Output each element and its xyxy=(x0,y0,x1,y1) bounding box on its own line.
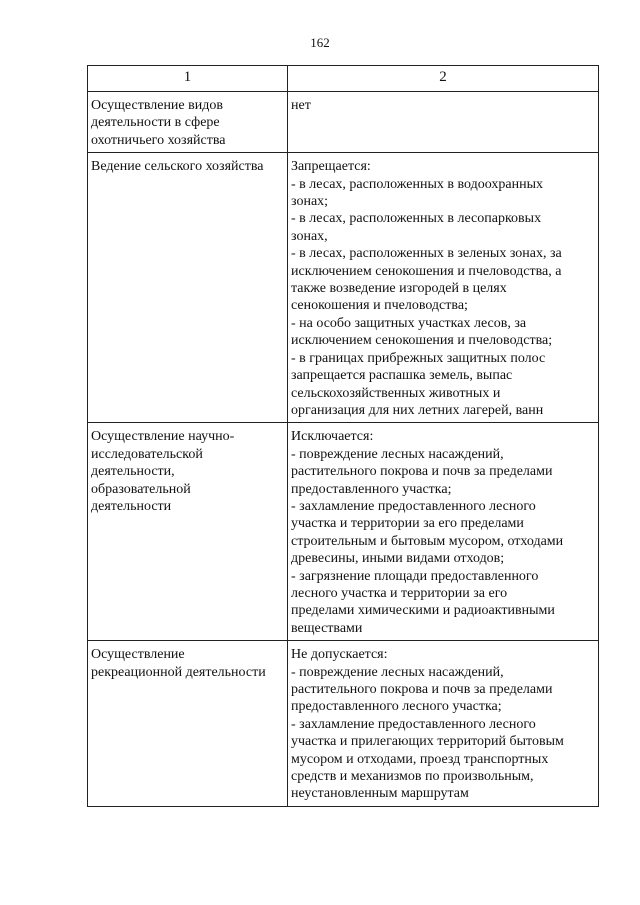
cell-text-line: - повреждение лесных насаждений, xyxy=(291,446,504,462)
document-table xyxy=(87,65,599,807)
cell-text-line: - захламление предоставленного лесного xyxy=(291,716,536,732)
cell-text-line: Исключается: xyxy=(291,429,374,445)
cell-text-line: организация для них летних лагерей, ванн xyxy=(291,402,544,418)
cell-text-line: зонах, xyxy=(291,228,328,244)
cell-text-line: - в лесах, расположенных в зеленых зонах, за xyxy=(291,246,562,262)
cell-text-line: - на особо защитных участках лесов, за xyxy=(291,315,527,331)
cell-text-line: нет xyxy=(291,98,311,113)
cell-text-line: предоставленного лесного участка; xyxy=(291,699,502,715)
cell-text-line: исследовательской xyxy=(91,446,203,462)
activity-type-cell xyxy=(88,92,288,153)
cell-text-line: образовательной xyxy=(91,481,191,497)
cell-text-line: Не допускается: xyxy=(291,647,388,663)
table-header-row xyxy=(88,66,599,92)
cell-text-line: деятельности xyxy=(91,498,172,514)
cell-text-line: пределами химическими и радиоактивными xyxy=(291,603,555,619)
cell-text-line: Осуществление видов xyxy=(91,98,223,113)
activity-type-cell xyxy=(88,641,288,807)
activity-type-cell xyxy=(88,423,288,641)
cell-text-line: - в лесах, расположенных в водоохранных xyxy=(291,176,543,192)
column-header-1: 1 xyxy=(88,66,288,92)
cell-text-line: охотничьего хозяйства xyxy=(91,132,226,148)
cell-text-line: растительного покрова и почв за пределами xyxy=(291,682,553,697)
cell-text-line: также возведение изгородей в целях xyxy=(291,281,507,297)
cell-text-line: - в лесах, расположенных в лесопарковых xyxy=(291,211,542,227)
cell-text-line: деятельности, xyxy=(91,464,175,480)
cell-text-line: исключением сенокошения и пчеловодства, а xyxy=(291,263,562,279)
cell-text-line: исключением сенокошения и пчеловодства; xyxy=(291,333,553,349)
cell-text-line: деятельности в сфере xyxy=(91,115,220,131)
cell-text-line: Запрещается: xyxy=(291,159,371,175)
cell-text-line: участка и территории за его пределами xyxy=(291,516,524,532)
cell-text-line: предоставленного участка; xyxy=(291,481,452,497)
cell-text-line: рекреационной деятельности xyxy=(91,664,266,680)
cell-text-line: запрещается распашка земель, выпас xyxy=(291,368,513,384)
table-row xyxy=(88,92,599,153)
restriction-cell xyxy=(288,153,599,423)
cell-text-line: - загрязнение площади предоставленного xyxy=(291,568,539,584)
cell-text-line: неустановленным маршрутам xyxy=(291,786,469,802)
cell-text-line: - в границах прибрежных защитных полос xyxy=(291,350,546,366)
cell-text-line: - захламление предоставленного лесного xyxy=(291,498,536,514)
cell-text-line: веществами xyxy=(291,620,363,636)
cell-text-line: средств и механизмов по произвольным, xyxy=(291,769,534,785)
cell-text-line: сельскохозяйственных животных и xyxy=(291,385,501,401)
page-number: 162 xyxy=(310,35,330,50)
cell-text-line: участка и прилегающих территорий бытовым xyxy=(291,734,564,750)
cell-text-line: - повреждение лесных насаждений, xyxy=(291,664,504,680)
restriction-cell xyxy=(288,423,599,641)
cell-text-line: растительного покрова и почв за пределами xyxy=(291,464,553,480)
table-row xyxy=(88,153,599,423)
cell-text-line: Осуществление научно- xyxy=(91,429,235,445)
cell-text-line: зонах; xyxy=(291,194,329,210)
table-row xyxy=(88,423,599,641)
cell-text-line: древесины, иными видами отходов; xyxy=(291,551,505,567)
cell-text-line: сенокошения и пчеловодства; xyxy=(291,298,468,314)
restriction-cell xyxy=(288,641,599,807)
cell-text-line: лесного участка и территории за его xyxy=(291,585,508,601)
table-row xyxy=(88,641,599,807)
cell-text-line: строительным и бытовым мусором, отходами xyxy=(291,533,564,549)
cell-text-line: Ведение сельского хозяйства xyxy=(91,159,264,175)
restriction-cell xyxy=(288,92,599,153)
cell-text-line: мусором и отходами, проезд транспортных xyxy=(291,751,549,767)
cell-text-line: Осуществление xyxy=(91,647,185,663)
column-header-2: 2 xyxy=(288,66,599,92)
activity-type-cell xyxy=(88,153,288,423)
